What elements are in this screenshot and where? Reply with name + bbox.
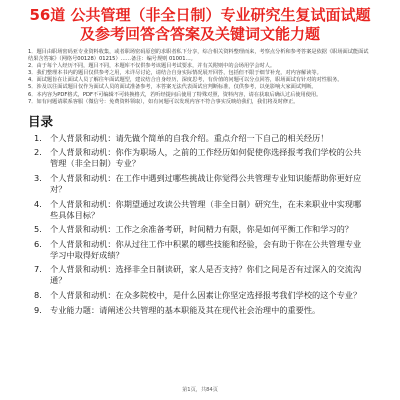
toc-item-text: 个人背景和动机：选择非全日制读研，家人是否支持？你们之间是否有过深入的交流沟通？	[50, 264, 362, 286]
toc-item-text: 专业能力题：请阐述公共管理的基本职能及其在现代社会治理中的重要性。	[50, 304, 321, 315]
note-6: 6．本内容为PDF格式，PDF不可编辑不可转换格式，若听经提问后使用了特殊对照，资料内容，请在获取后确认过后使用使用。	[28, 91, 322, 98]
note-5: 5．涉及以往面试题目仅作为面试人员的面试准备参考，本答案无法代表面试官判断标准，仅供参考，以免影响大家面试判断。	[28, 84, 317, 91]
toc-heading: 目录	[28, 113, 54, 129]
toc-item-text: 个人背景和动机：在众多院校中，是什么因素让你坚定选择报考我们学校的这个专业？	[50, 289, 362, 300]
toc-item-number: 7.	[34, 264, 42, 275]
toc-item[interactable]	[34, 305, 364, 316]
toc-list	[0, 133, 400, 316]
toc-item-text: 个人背景和动机：请先做个简单的自我介绍。重点介绍一下自己的相关经历！	[50, 132, 329, 143]
toc-item-number: 3.	[34, 172, 42, 183]
toc-item-text: 个人背景和动机：你从过往工作中积累的哪些技能和经验，会有助于你在公共管理专业学习中取得好成绩？	[50, 238, 362, 260]
page-footer: 第1页，共84页	[182, 387, 218, 393]
toc-item[interactable]	[34, 224, 364, 235]
toc-item-text: 个人背景和动机：在工作中遇到过哪些挑战让你觉得公共管理专业知识能帮助你更好应对？	[50, 172, 362, 194]
toc-item-number: 6.	[34, 238, 42, 249]
toc-item[interactable]	[34, 264, 364, 286]
notes-block	[0, 49, 400, 106]
toc-item-number: 5.	[34, 224, 42, 235]
toc-item-number: 4.	[34, 198, 42, 209]
toc-item-number: 1.	[34, 132, 42, 143]
toc-item-text: 个人背景和动机：你期望通过攻读公共管理（非全日制）研究生，在未来职业中实现哪些具体目标？	[50, 198, 362, 220]
note-1: 1．题目由职场密码亚专业资料收集，或者职场密码原创的求职者私下分享，综合相关资料整理而来，考察点分析和参考答案是依据《职场面试能面试结果含答案》（网络号00128）01215）……备注：编号规则 01001…。	[28, 49, 369, 63]
toc-item-number: 9.	[34, 304, 42, 315]
toc-item[interactable]	[34, 173, 364, 195]
toc-item[interactable]	[34, 290, 364, 301]
toc-item[interactable]	[34, 239, 364, 261]
toc-item[interactable]	[34, 199, 364, 221]
toc-item[interactable]	[34, 147, 364, 169]
note-2: 2．由于每个人经历不同，题目不同，本题库不仅供参考该题目考试要求，并有关附则中的会场用学会时人。	[28, 63, 276, 70]
toc-item-number: 8.	[34, 289, 42, 300]
toc-item-text: 个人背景和动机：你作为职场人，之前的工作经历如何促使你选择报考我们学校的公共管理（非全日制）专业？	[50, 147, 362, 169]
toc-item-text: 个人背景和动机：工作之余准备考研，时间精力有限，你是如何平衡工作和学习的？	[50, 224, 353, 235]
toc-item[interactable]	[34, 133, 364, 144]
toc-item-number: 2.	[34, 147, 42, 158]
note-3: 3．我们整理本书内的题目仅供参考之用，未详尽讨论，请结合自身实际情况展开回答，包括但不限于细节补充，对内容解读等。	[28, 70, 322, 77]
note-4: 4．面试题旨在让面试人员了解往年面试题型，建议结合自身经历，深度思考，有价值的问题可以分点回答，职场面试有针对的对性服务。	[28, 77, 343, 84]
note-7: 7．如有问题请联系客服（微信号：免费资料领取），如有问题可以发现内容不符合事实反映给我们，我们将及时修正。	[28, 98, 299, 105]
document-title: 56道 公共管理（非全日制）专业研究生复试面试题及参考回答含答案及关键词文能力题	[29, 6, 371, 43]
